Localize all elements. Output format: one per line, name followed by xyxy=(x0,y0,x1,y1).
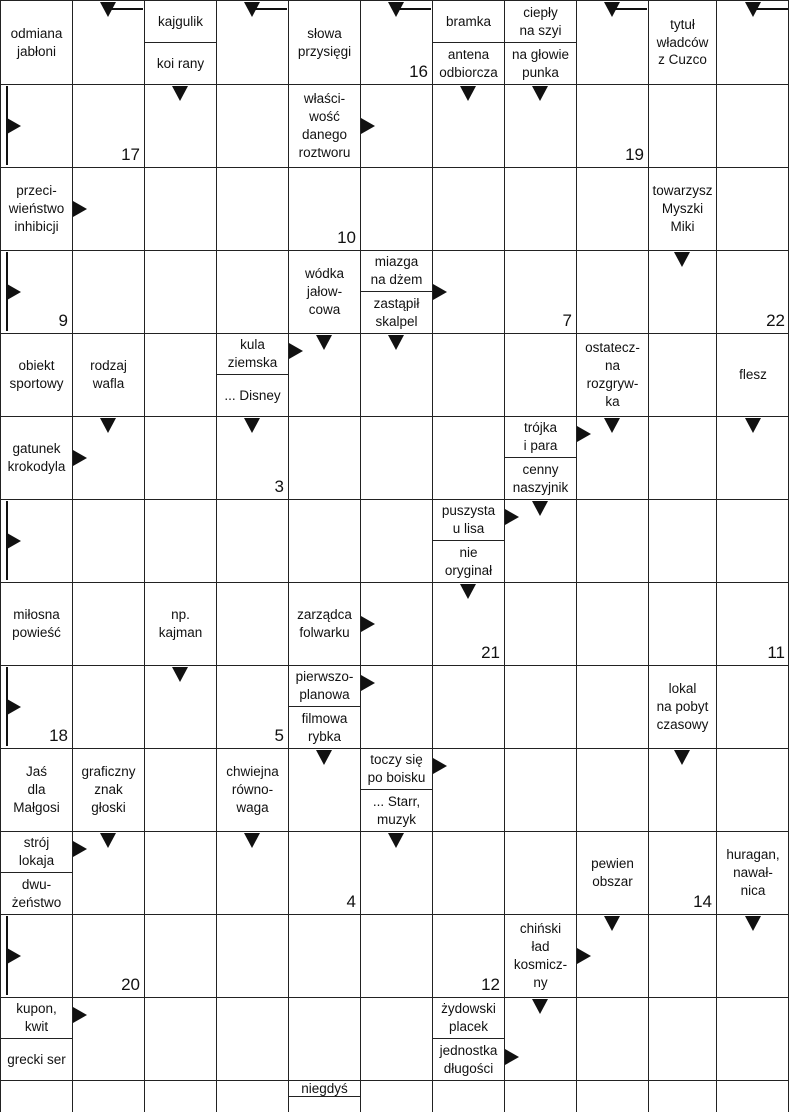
answer-cell[interactable] xyxy=(504,582,576,665)
answer-cell[interactable] xyxy=(144,831,216,914)
arrow-down-icon xyxy=(172,86,188,101)
answer-cell[interactable] xyxy=(716,167,789,250)
clue-cell xyxy=(288,1080,360,1112)
answer-cell[interactable] xyxy=(576,665,648,748)
clue-cell xyxy=(144,582,216,665)
arrow-down-icon xyxy=(604,2,620,17)
clue-text: kajgulik xyxy=(145,1,216,43)
solution-number: 20 xyxy=(121,975,140,994)
clue-cell xyxy=(216,333,288,416)
clue-cell xyxy=(72,748,144,831)
clue-cell xyxy=(504,416,576,499)
clue-cell xyxy=(288,582,360,665)
solution-number: 11 xyxy=(767,643,785,662)
solution-number: 17 xyxy=(121,145,140,164)
clue-text: zastąpił skalpel xyxy=(373,295,420,329)
answer-cell[interactable] xyxy=(432,665,504,748)
clue-cell xyxy=(288,84,360,167)
arrow-right-icon xyxy=(505,509,519,525)
clue-text: bramka xyxy=(433,1,504,43)
arrow-down-icon xyxy=(316,335,332,350)
clue-text: pierwszo- planowa xyxy=(289,666,360,707)
solution-number: 7 xyxy=(562,311,572,330)
arrow-right-icon xyxy=(361,118,375,134)
answer-cell[interactable] xyxy=(716,84,789,167)
answer-cell[interactable] xyxy=(504,665,576,748)
solution-number: 14 xyxy=(693,892,712,911)
clue-text: właści- wość danego roztworu xyxy=(298,91,351,160)
arrow-right-icon xyxy=(7,118,21,134)
answer-cell[interactable] xyxy=(288,997,360,1080)
answer-cell[interactable] xyxy=(144,416,216,499)
clue-cell xyxy=(0,333,72,416)
arrow-right-icon xyxy=(361,616,375,632)
clue-cell xyxy=(504,914,576,997)
arrow-down-icon xyxy=(674,750,690,765)
clue-text: filmowa rybka xyxy=(301,710,348,744)
arrow-right-icon xyxy=(73,841,87,857)
arrow-down-icon xyxy=(172,667,188,682)
answer-cell[interactable] xyxy=(144,167,216,250)
clue-text: obiekt sportowy xyxy=(9,358,64,391)
answer-cell[interactable] xyxy=(288,914,360,997)
clue-text: jednostka długości xyxy=(439,1042,498,1076)
solution-number: 10 xyxy=(337,228,356,247)
answer-cell[interactable] xyxy=(360,997,432,1080)
clue-cell xyxy=(648,0,716,84)
clue-cell xyxy=(648,665,716,748)
clue-cell xyxy=(216,748,288,831)
clue-cell xyxy=(0,167,72,250)
clue-text: żydowski placek xyxy=(433,998,504,1039)
arrow-down-icon xyxy=(604,916,620,931)
arrow-right-icon xyxy=(577,426,591,442)
answer-cell[interactable] xyxy=(576,167,648,250)
clue-text: ... Disney xyxy=(224,387,281,403)
clue-text: wódka jałow- cowa xyxy=(304,266,345,317)
clue-text: huragan, nawał- nica xyxy=(726,847,780,898)
clue-text: miazga na dżem xyxy=(361,251,432,292)
clue-cell xyxy=(0,0,72,84)
clue-cell xyxy=(144,0,216,84)
clue-text: ciepły na szyi xyxy=(505,1,576,43)
answer-cell[interactable] xyxy=(576,748,648,831)
clue-text: chiński ład kosmicz- ny xyxy=(513,921,568,990)
answer-cell[interactable] xyxy=(216,582,288,665)
arrow-down-icon xyxy=(460,584,476,599)
solution-number: 4 xyxy=(346,892,356,911)
answer-cell[interactable] xyxy=(576,1080,648,1112)
arrow-down-icon xyxy=(532,86,548,101)
answer-cell[interactable] xyxy=(360,416,432,499)
answer-cell[interactable] xyxy=(216,250,288,333)
solution-number: 22 xyxy=(766,311,785,330)
arrow-down-icon xyxy=(745,2,761,17)
clue-text: np. kajman xyxy=(158,607,203,640)
clue-cell xyxy=(288,250,360,333)
answer-cell[interactable] xyxy=(216,997,288,1080)
answer-cell[interactable] xyxy=(504,167,576,250)
clue-text: lokal na pobyt czasowy xyxy=(656,681,709,732)
answer-cell[interactable] xyxy=(648,84,716,167)
answer-cell[interactable] xyxy=(504,748,576,831)
clue-text: gatunek krokodyla xyxy=(7,441,66,474)
solution-number: 12 xyxy=(481,975,500,994)
answer-cell[interactable] xyxy=(144,333,216,416)
answer-cell[interactable] xyxy=(360,1080,432,1112)
arrow-down-icon xyxy=(388,2,404,17)
answer-cell[interactable] xyxy=(216,84,288,167)
arrow-down-icon xyxy=(745,418,761,433)
arrow-down-icon xyxy=(388,833,404,848)
answer-cell[interactable] xyxy=(288,499,360,582)
answer-cell[interactable] xyxy=(144,748,216,831)
arrow-down-icon xyxy=(100,2,116,17)
answer-cell[interactable] xyxy=(360,914,432,997)
arrow-right-icon xyxy=(577,948,591,964)
clue-cell xyxy=(0,997,72,1080)
solution-number: 19 xyxy=(625,145,644,164)
arrow-down-icon xyxy=(244,2,260,17)
arrow-down-icon xyxy=(100,418,116,433)
answer-cell[interactable] xyxy=(432,831,504,914)
clue-text: toczy się po boisku xyxy=(361,749,432,790)
solution-number: 3 xyxy=(274,477,284,496)
clue-text: pewien obszar xyxy=(591,856,634,889)
clue-cell xyxy=(716,831,789,914)
arrow-down-icon xyxy=(388,335,404,350)
answer-cell[interactable] xyxy=(648,582,716,665)
clue-cell xyxy=(576,333,648,416)
arrow-down-icon xyxy=(460,86,476,101)
answer-cell[interactable] xyxy=(432,333,504,416)
clue-text: dwu- żeństwo xyxy=(11,876,62,910)
clue-cell xyxy=(360,250,432,333)
arrow-right-icon xyxy=(7,699,21,715)
answer-cell[interactable] xyxy=(144,250,216,333)
arrow-right-icon xyxy=(433,758,447,774)
clue-text: kula ziemska xyxy=(217,334,288,375)
answer-cell[interactable] xyxy=(144,499,216,582)
answer-cell[interactable] xyxy=(216,499,288,582)
clue-text: koi rany xyxy=(156,55,205,71)
arrow-down-icon xyxy=(745,916,761,931)
clue-text: tytuł władców z Cuzco xyxy=(656,16,709,68)
answer-cell[interactable] xyxy=(360,167,432,250)
answer-cell[interactable] xyxy=(144,914,216,997)
arrow-down-icon xyxy=(674,252,690,267)
answer-cell[interactable] xyxy=(648,333,716,416)
solution-number: 18 xyxy=(49,726,68,745)
arrow-right-icon xyxy=(7,533,21,549)
arrow-right-icon xyxy=(73,450,87,466)
clue-cell xyxy=(72,333,144,416)
arrow-right-icon xyxy=(289,343,303,359)
clue-text: na głowie punka xyxy=(511,46,570,80)
clue-text: nie oryginał xyxy=(444,544,493,578)
answer-cell[interactable] xyxy=(648,1080,716,1112)
answer-cell[interactable] xyxy=(288,416,360,499)
arrow-down-icon xyxy=(100,833,116,848)
clue-cell xyxy=(0,582,72,665)
clue-text: rodzaj wafla xyxy=(90,358,127,391)
answer-cell[interactable] xyxy=(144,1080,216,1112)
clue-text: antena odbiorcza xyxy=(439,46,498,80)
clue-text: niegdyś xyxy=(289,1081,360,1097)
answer-cell[interactable] xyxy=(360,499,432,582)
answer-cell[interactable] xyxy=(648,914,716,997)
clue-cell xyxy=(648,167,716,250)
clue-text: flesz xyxy=(739,367,767,383)
clue-cell xyxy=(0,831,72,914)
arrow-right-icon xyxy=(7,948,21,964)
clue-cell xyxy=(432,499,504,582)
answer-cell[interactable] xyxy=(144,997,216,1080)
clue-cell xyxy=(504,0,576,84)
arrow-down-icon xyxy=(532,999,548,1014)
clue-cell xyxy=(0,416,72,499)
answer-cell[interactable] xyxy=(576,250,648,333)
answer-cell[interactable] xyxy=(216,167,288,250)
arrow-down-icon xyxy=(604,418,620,433)
answer-cell[interactable] xyxy=(72,1080,144,1112)
solution-number: 16 xyxy=(409,62,428,81)
answer-cell[interactable] xyxy=(216,914,288,997)
answer-cell[interactable] xyxy=(0,1080,72,1112)
solution-number: 9 xyxy=(58,311,68,330)
clue-text: towarzysz Myszki Miki xyxy=(652,183,713,234)
answer-cell[interactable] xyxy=(576,997,648,1080)
arrow-right-icon xyxy=(7,284,21,300)
arrow-right-icon xyxy=(73,201,87,217)
answer-cell[interactable] xyxy=(216,1080,288,1112)
clue-text: strój lokaja xyxy=(1,832,72,873)
arrow-right-icon xyxy=(361,675,375,691)
answer-cell[interactable] xyxy=(504,333,576,416)
answer-cell[interactable] xyxy=(432,167,504,250)
answer-cell[interactable] xyxy=(72,250,144,333)
clue-cell xyxy=(288,0,360,84)
answer-cell[interactable] xyxy=(432,1080,504,1112)
clue-text: odmiana jabłoni xyxy=(10,25,63,59)
answer-cell[interactable] xyxy=(648,416,716,499)
clue-cell xyxy=(432,0,504,84)
solution-number: 5 xyxy=(274,726,284,745)
answer-cell[interactable] xyxy=(716,665,789,748)
clue-text: trójka i para xyxy=(505,417,576,458)
clue-text: grecki ser xyxy=(7,1051,66,1067)
arrow-down-icon xyxy=(244,833,260,848)
answer-cell[interactable] xyxy=(716,499,789,582)
clue-cell xyxy=(716,333,789,416)
arrow-down-icon xyxy=(532,501,548,516)
answer-cell[interactable] xyxy=(576,582,648,665)
clue-cell xyxy=(0,748,72,831)
answer-cell[interactable] xyxy=(432,416,504,499)
answer-cell[interactable] xyxy=(72,665,144,748)
answer-cell[interactable] xyxy=(504,1080,576,1112)
clue-text: puszysta u lisa xyxy=(433,500,504,541)
clue-cell xyxy=(432,997,504,1080)
clue-cell xyxy=(576,831,648,914)
arrow-right-icon xyxy=(73,1007,87,1023)
clue-text: chwiejna równo- waga xyxy=(226,764,279,815)
clue-cell xyxy=(288,665,360,748)
answer-cell[interactable] xyxy=(716,748,789,831)
answer-cell[interactable] xyxy=(504,831,576,914)
clue-text: słowa przysięgi xyxy=(297,25,352,59)
clue-text: ostatecz- na rozgryw- ka xyxy=(585,340,640,409)
clue-text: cenny naszyjnik xyxy=(512,461,569,495)
answer-cell[interactable] xyxy=(648,499,716,582)
clue-text: graficzny znak głoski xyxy=(81,764,136,815)
clue-text: Jaś dla Małgosi xyxy=(13,764,60,815)
answer-cell[interactable] xyxy=(72,499,144,582)
clue-text: zarządca folwarku xyxy=(297,607,352,640)
clue-text: kupon, kwit xyxy=(1,998,72,1039)
arrow-down-icon xyxy=(316,750,332,765)
solution-number: 21 xyxy=(481,643,500,662)
arrow-right-icon xyxy=(505,1049,519,1065)
clue-text: ... Starr, muzyk xyxy=(372,793,421,827)
answer-cell[interactable] xyxy=(716,1080,789,1112)
arrow-right-icon xyxy=(433,284,447,300)
answer-cell[interactable] xyxy=(648,997,716,1080)
clue-text: miłosna powieść xyxy=(12,607,61,640)
arrow-down-icon xyxy=(244,418,260,433)
clue-text: przeci- wieństwo inhibicji xyxy=(8,183,65,234)
clue-cell xyxy=(360,748,432,831)
answer-cell[interactable] xyxy=(716,997,789,1080)
answer-cell[interactable] xyxy=(72,582,144,665)
answer-cell[interactable] xyxy=(576,499,648,582)
